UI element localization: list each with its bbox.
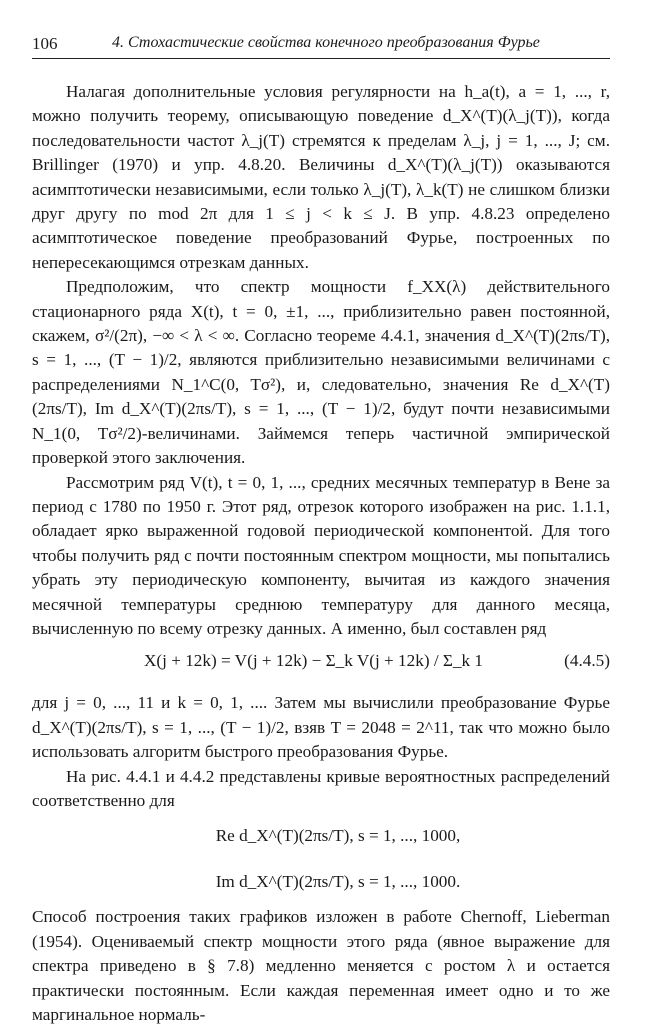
equation-4-4-5	[32, 643, 610, 687]
equation-expression: X(j + 12k) = V(j + 12k) − Σ_k V(j + 12k) / Σ_k 1	[144, 651, 483, 671]
page-body	[32, 80, 610, 1027]
equation-number: (4.4.5)	[564, 651, 610, 671]
paragraph-regularity: Налагая дополнительные условия регулярности на h_a(t), a = 1, ..., r, можно получить теорему, описывающую поведение d_X^(T)(λ_j(T)), когда последовательности частот λ_j(T) стремятся к пределам λ_j, j = 1, ..., J; см. Brillinger (1970) и упр. 4.8.20. Величины d_X^(T)(λ_j(T)) оказываются асимптотически независимыми, если только λ_j(T), λ_k(T) не слишком близки друг другу по mod 2π для 1 ≤ j < k ≤ J. В упр. 4.8.23 определено асимптотическое поведение преобразований Фурье, построенных по непересекающимся отрезкам данных.	[32, 82, 610, 272]
running-title: 4. Стохастические свойства конечного преобразования Фурье	[112, 34, 540, 51]
paragraph-figures: На рис. 4.4.1 и 4.4.2 представлены кривые вероятностных распределений соответственно для	[32, 766, 610, 810]
page-header	[32, 32, 610, 59]
display-equation-im: Im d_X^(T)(2πs/T), s = 1, ..., 1000.	[215, 872, 461, 892]
display-equation-re: Re d_X^(T)(2πs/T), s = 1, ..., 1000,	[215, 826, 461, 846]
paragraph-vienna-series: Рассмотрим ряд V(t), t = 0, 1, ..., средних месячных температур в Вене за период с 1780 по 1950 г. Этот ряд, отрезок которого изображен на рис. 1.1.1, обладает ярко выраженной годовой периодической компонентой. Для того чтобы получить ряд с почти постоянным спектром мощности, мы попытались убрать эту периодическую компоненту, вычитая из каждого значения месячной температуры среднюю температуру для данного месяца, вычисленную по всему отрезку данных. А именно, был составлен ряд	[32, 472, 610, 638]
paragraph-final: Способ построения таких графиков изложен в работе Chernoff, Lieberman (1954). Оцениваемый спектр мощности этого ряда (явное выражение для спектра приведено в § 7.8) медленно меняется с ростом λ и остается практически постоянным. Если каждая переменная имеет одно и то же маргинальное нормаль-	[32, 907, 610, 1024]
book-page	[32, 32, 610, 1024]
paragraph-spectrum: Предположим, что спектр мощности f_XX(λ) действительного стационарного ряда X(t), t = 0, ±1, ..., приблизительно равен постоянной, скажем, σ²/(2π), −∞ < λ < ∞. Согласно теореме 4.4.1, значения d_X^(T)(2πs/T), s = 1, ..., (T − 1)/2, являются приблизительно независимыми величинами с распределениями N_1^C(0, Tσ²), и, следовательно, значения Re d_X^(T)(2πs/T), Im d_X^(T)(2πs/T), s = 1, ..., (T − 1)/2, будут почти независимыми N_1(0, Tσ²/2)-величинами. Займемся теперь частичной эмпирической проверкой этого заключения.	[32, 277, 610, 468]
page-number: 106	[32, 34, 58, 53]
paragraph-after-equation: для j = 0, ..., 11 и k = 0, 1, .... Затем мы вычислили преобразование Фурье d_X^(T)(2πs/T), s = 1, ..., (T − 1)/2, взяв T = 2048 = 2^11, так что можно было использовать алгоритм быстрого преобразования Фурье.	[32, 693, 610, 762]
